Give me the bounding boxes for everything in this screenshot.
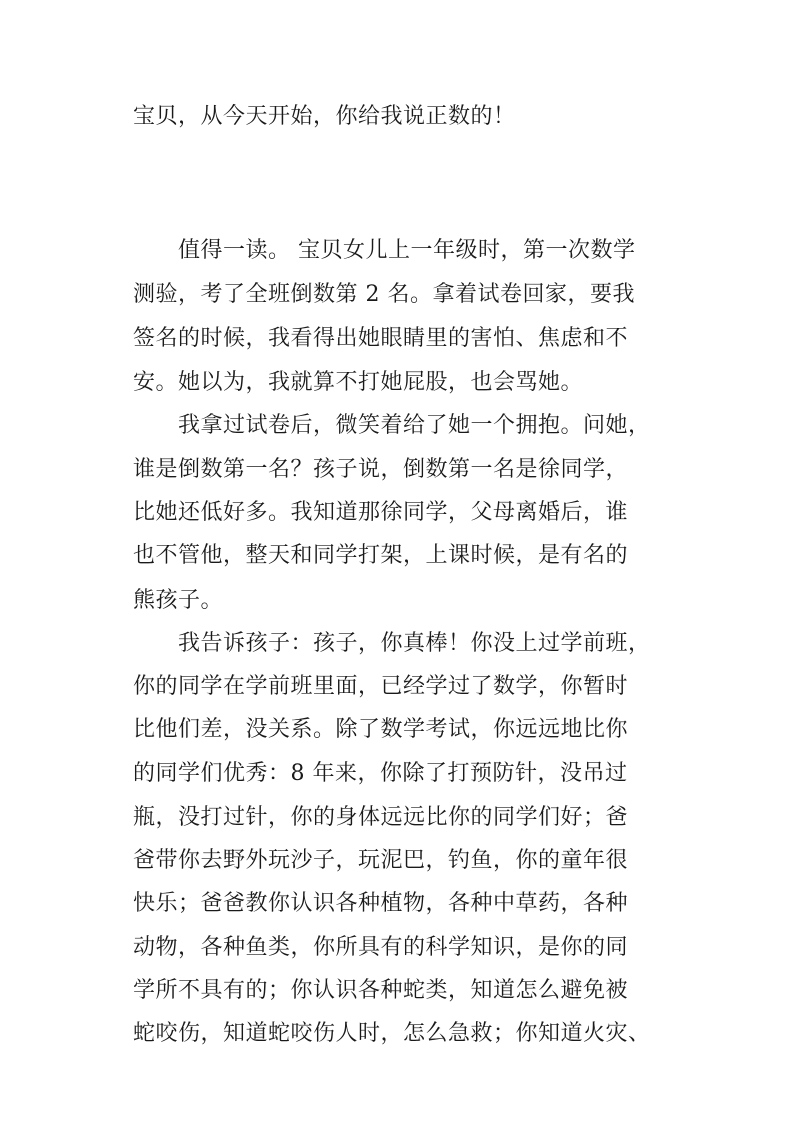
- text-line-19: 蛇咬伤，知道蛇咬伤人时，怎么急救；你知道火灾、: [133, 1021, 651, 1046]
- text-line-1: 值得一读。 宝贝女儿上一年级时，第一次数学: [178, 238, 636, 263]
- text-line-8: 也不管他，整天和同学打架，上课时候，是有名的: [133, 543, 629, 568]
- text-line-12: 比他们差，没关系。除了数学考试，你远远地比你: [133, 717, 629, 742]
- text-line-15: 爸带你去野外玩沙子，玩泥巴，钓鱼，你的童年很: [133, 848, 629, 873]
- text-line-10: 我告诉孩子：孩子，你真棒！你没上过学前班，: [178, 631, 651, 656]
- text-line-11: 你的同学在学前班里面，已经学过了数学，你暂时: [133, 674, 629, 699]
- text-line-7: 比她还低好多。我知道那徐同学，父母离婚后，谁: [133, 500, 629, 525]
- text-line-16: 快乐；爸爸教你认识各种植物，各种中草药，各种: [133, 891, 629, 916]
- text-line-6: 谁是倒数第一名？孩子说，倒数第一名是徐同学，: [133, 457, 629, 482]
- text-line-3: 签名的时候，我看得出她眼睛里的害怕、焦虑和不: [133, 326, 629, 351]
- title-line: 宝贝，从今天开始，你给我说正数的！: [133, 104, 516, 129]
- text-line-2: 测验，考了全班倒数第 2 名。拿着试卷回家，要我: [133, 282, 635, 307]
- text-line-5: 我拿过试卷后，微笑着给了她一个拥抱。问她，: [178, 413, 651, 438]
- text-line-13: 的同学们优秀：8 年来，你除了打预防针，没吊过: [133, 761, 628, 786]
- text-line-17: 动物，各种鱼类，你所具有的科学知识，是你的同: [133, 935, 629, 960]
- text-line-9: 熊孩子。: [133, 588, 224, 613]
- text-line-4: 安。她以为，我就算不打她屁股，也会骂她。: [133, 370, 584, 395]
- text-line-14: 瓶，没打过针，你的身体远远比你的同学们好；爸: [133, 805, 629, 830]
- text-line-18: 学所不具有的；你认识各种蛇类，知道怎么避免被: [133, 978, 629, 1003]
